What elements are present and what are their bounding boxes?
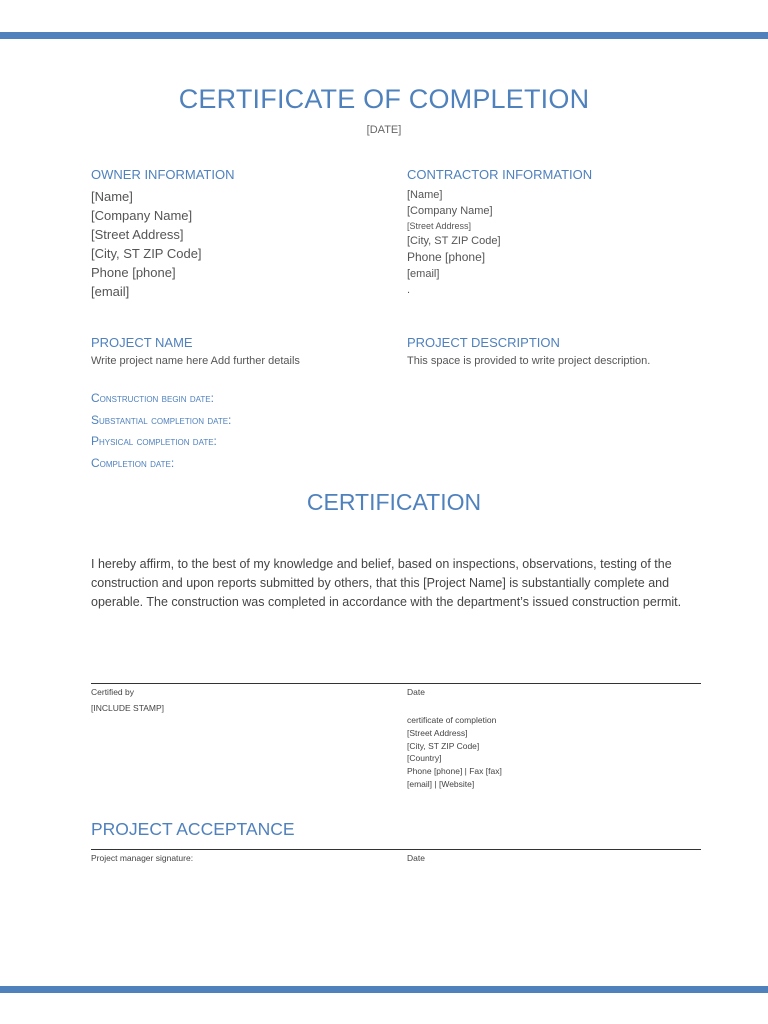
owner-name: [Name]: [91, 189, 133, 204]
document-date: [DATE]: [366, 124, 402, 136]
address-line-email-website: [email] | [Website]: [407, 778, 475, 789]
owner-city: [City, ST ZIP Code]: [91, 246, 202, 261]
owner-phone: Phone [phone]: [91, 265, 176, 280]
contractor-email: [email]: [407, 268, 440, 280]
contractor-phone: Phone [phone]: [407, 250, 486, 264]
owner-info-section: [91, 167, 234, 301]
contractor-info-heading: CONTRACTOR INFORMATION: [407, 167, 593, 182]
address-block: [407, 714, 502, 791]
owner-info-heading: OWNER INFORMATION: [91, 167, 235, 182]
acceptance-divider: [91, 849, 701, 850]
project-name-section: [91, 335, 300, 367]
project-description-section: [407, 335, 650, 367]
contractor-city: [City, ST ZIP Code]: [407, 235, 501, 247]
construction-begin-date-label: Construction begin date:: [91, 391, 214, 405]
page-title: CERTIFICATE OF COMPLETION: [178, 84, 590, 114]
project-name-heading: PROJECT NAME: [91, 335, 193, 350]
address-line-city: [City, ST ZIP Code]: [407, 740, 480, 751]
project-name-text: Write project name here Add further details: [91, 355, 300, 367]
project-manager-signature-label: Project manager signature:: [91, 853, 194, 863]
owner-email: [email]: [91, 284, 130, 299]
dates-section: [91, 388, 231, 474]
project-description-heading: PROJECT DESCRIPTION: [407, 335, 560, 350]
certified-by-label: Certified by: [91, 687, 134, 697]
substantial-completion-date-label: Substantial completion date:: [91, 412, 232, 427]
contractor-info-section: [407, 167, 592, 298]
address-line-country: [Country]: [407, 753, 442, 764]
address-line-street: [Street Address]: [407, 727, 468, 738]
address-line-phone-fax: Phone [phone] | Fax [fax]: [407, 766, 502, 777]
top-accent-rule: [0, 32, 768, 39]
signature-divider: [91, 683, 701, 684]
include-stamp-label: [INCLUDE STAMP]: [91, 703, 165, 713]
certification-text: I hereby affirm, to the best of my knowledge and belief, based on inspections, observations, testing of the construction and upon reports submitted by others, that this [Project Name] is substantially complete and operable. The construction was completed in accordance with the department’s issued construction permit.: [91, 557, 682, 610]
acceptance-date-label: Date: [407, 853, 425, 863]
contractor-extra: .: [407, 284, 411, 296]
owner-company: [Company Name]: [91, 208, 193, 223]
project-description-text: This space is provided to write project description.: [407, 355, 651, 367]
certification-title: CERTIFICATION: [306, 489, 482, 515]
contractor-street: [Street Address]: [407, 221, 472, 231]
completion-date-label: Completion date:: [91, 455, 175, 470]
contractor-company: [Company Name]: [407, 205, 493, 217]
physical-completion-date-label: Physical completion date:: [91, 434, 217, 448]
owner-street: [Street Address]: [91, 227, 184, 242]
bottom-accent-rule: [0, 986, 768, 993]
signature-date-label: Date: [407, 687, 425, 697]
contractor-name: [Name]: [407, 189, 443, 201]
project-acceptance-title: PROJECT ACCEPTANCE: [91, 819, 295, 839]
address-line-title: certificate of completion: [407, 715, 497, 725]
